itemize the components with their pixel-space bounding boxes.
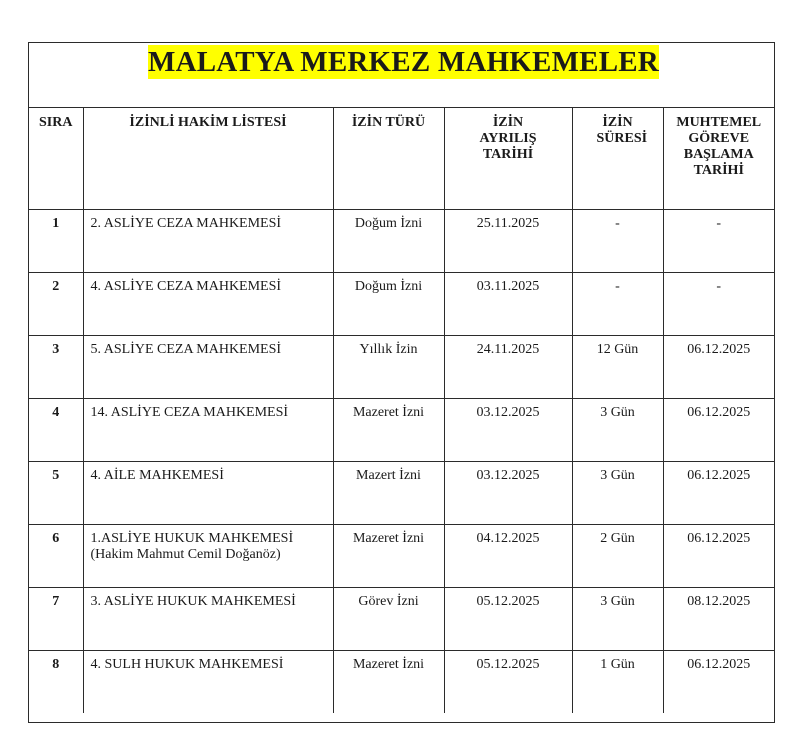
leave-table	[29, 108, 774, 713]
header-liste: İZİNLİ HAKİM LİSTESİ	[83, 108, 333, 209]
cell-mahkeme	[83, 524, 333, 587]
header-ayrilis: İZİN AYRILIŞ TARİHİ	[444, 108, 572, 209]
cell-baslama: 08.12.2025	[663, 587, 774, 650]
table-row	[29, 398, 774, 461]
mahkeme-name: 4. ASLİYE CEZA MAHKEMESİ	[90, 278, 282, 294]
cell-tur: Mazeret İzni	[333, 650, 444, 713]
cell-tur: Mazeret İzni	[333, 398, 444, 461]
cell-ayrilis: 03.11.2025	[444, 272, 572, 335]
cell-baslama: 06.12.2025	[663, 461, 774, 524]
cell-sira: 3	[29, 335, 83, 398]
cell-ayrilis: 05.12.2025	[444, 587, 572, 650]
cell-mahkeme	[83, 587, 333, 650]
cell-sure: 3 Gün	[572, 461, 663, 524]
table-header-row	[29, 108, 774, 209]
header-sira: SIRA	[29, 108, 83, 209]
header-tur: İZİN TÜRÜ	[333, 108, 444, 209]
cell-sira: 4	[29, 398, 83, 461]
cell-mahkeme	[83, 335, 333, 398]
header-baslama: MUHTEMEL GÖREVE BAŞLAMA TARİHİ	[663, 108, 774, 209]
cell-sira: 2	[29, 272, 83, 335]
cell-sure: -	[572, 272, 663, 335]
cell-baslama: 06.12.2025	[663, 398, 774, 461]
title-band	[29, 43, 774, 108]
cell-tur: Mazert İzni	[333, 461, 444, 524]
cell-mahkeme	[83, 398, 333, 461]
header-sure: İZİN SÜRESİ	[572, 108, 663, 209]
cell-mahkeme	[83, 209, 333, 272]
mahkeme-name: 4. AİLE MAHKEMESİ	[90, 467, 224, 483]
cell-ayrilis: 24.11.2025	[444, 335, 572, 398]
cell-mahkeme	[83, 272, 333, 335]
mahkeme-name: 1.ASLİYE HUKUK MAHKEMESİ	[90, 530, 294, 546]
cell-baslama: 06.12.2025	[663, 650, 774, 713]
table-row	[29, 650, 774, 713]
cell-ayrilis: 03.12.2025	[444, 398, 572, 461]
cell-baslama: 06.12.2025	[663, 335, 774, 398]
table-row	[29, 587, 774, 650]
cell-ayrilis: 25.11.2025	[444, 209, 572, 272]
cell-sira: 1	[29, 209, 83, 272]
cell-baslama: -	[663, 272, 774, 335]
document-title: MALATYA MERKEZ MAHKEMELER	[148, 46, 659, 78]
cell-tur: Görev İzni	[333, 587, 444, 650]
table-row	[29, 272, 774, 335]
mahkeme-name: 4. SULH HUKUK MAHKEMESİ	[90, 656, 284, 672]
cell-tur: Mazeret İzni	[333, 524, 444, 587]
cell-sure: -	[572, 209, 663, 272]
cell-sira: 5	[29, 461, 83, 524]
cell-sira: 7	[29, 587, 83, 650]
mahkeme-note: (Hakim Mahmut Cemil Doğanöz)	[90, 546, 281, 562]
cell-sure: 12 Gün	[572, 335, 663, 398]
cell-mahkeme	[83, 650, 333, 713]
cell-baslama: 06.12.2025	[663, 524, 774, 587]
cell-mahkeme	[83, 461, 333, 524]
mahkeme-name: 5. ASLİYE CEZA MAHKEMESİ	[90, 341, 282, 357]
mahkeme-name: 3. ASLİYE HUKUK MAHKEMESİ	[90, 593, 296, 609]
cell-sira: 6	[29, 524, 83, 587]
cell-sure: 1 Gün	[572, 650, 663, 713]
cell-sira: 8	[29, 650, 83, 713]
mahkeme-name: 2. ASLİYE CEZA MAHKEMESİ	[90, 215, 282, 231]
leave-table-sheet	[28, 42, 775, 723]
cell-ayrilis: 05.12.2025	[444, 650, 572, 713]
table-body	[29, 209, 774, 713]
table-row	[29, 524, 774, 587]
table-row	[29, 461, 774, 524]
cell-tur: Doğum İzni	[333, 272, 444, 335]
cell-tur: Doğum İzni	[333, 209, 444, 272]
cell-baslama: -	[663, 209, 774, 272]
mahkeme-name: 14. ASLİYE CEZA MAHKEMESİ	[90, 404, 289, 420]
cell-tur: Yıllık İzin	[333, 335, 444, 398]
table-row	[29, 335, 774, 398]
table-row	[29, 209, 774, 272]
cell-sure: 3 Gün	[572, 398, 663, 461]
cell-ayrilis: 03.12.2025	[444, 461, 572, 524]
cell-ayrilis: 04.12.2025	[444, 524, 572, 587]
cell-sure: 2 Gün	[572, 524, 663, 587]
cell-sure: 3 Gün	[572, 587, 663, 650]
